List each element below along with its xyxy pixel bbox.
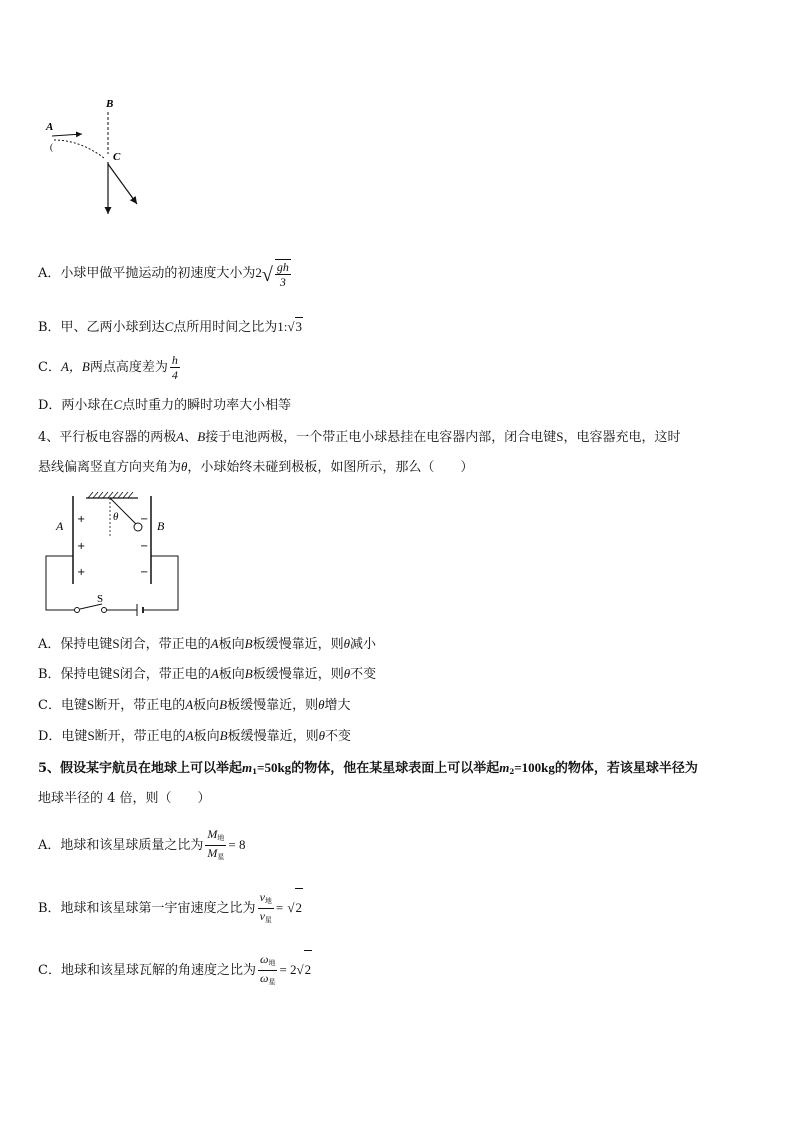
q5-option-a: A．地球和该星球质量之比为 $\frac{M_地}{M_星}$ = 8 (38, 826, 245, 865)
fig1-label-b: B (106, 98, 114, 110)
q4-stem-line2: 悬线偏离竖直方向夹角为θ，小球始终未碰到极板，如图所示，那么（ ） (38, 459, 474, 475)
fig2-label-a: A (56, 519, 64, 533)
svg-text:−: − (140, 541, 149, 552)
capacitor-figure (40, 486, 190, 618)
fig1-label-a: A (46, 121, 54, 133)
svg-text:+: + (77, 514, 86, 525)
q5-stem-line2: 地球半径的 4 倍，则（ ） (38, 791, 211, 806)
svg-text:+: + (77, 567, 86, 578)
svg-text:+: + (77, 541, 86, 552)
q3-option-a: A．小球甲做平抛运动的初速度大小为2√ $\frac{gh}{3}$ (38, 259, 289, 289)
q3-option-b: B．甲、乙两小球到达C点所用时间之比为1:√3 (38, 319, 303, 335)
q5-stem-line1: 5、假设某宇航员在地球上可以举起$m_1=50kg$的物体，他在某星球表面上可以举起$m_2=100kg$的物体，若该星球半径为 (38, 760, 698, 776)
q4-option-a: A．保持电键S闭合，带正电的A板向B板缓慢靠近，则θ减小 (38, 636, 376, 652)
svg-text:−: − (140, 567, 149, 578)
fig2-switch-label: S (97, 593, 104, 605)
q4-option-c: C．电键S断开，带正电的A板向B板缓慢靠近，则θ增大 (38, 697, 351, 713)
q3-option-d: D．两小球在C点时重力的瞬时功率大小相等 (38, 397, 292, 413)
q4-option-d: D．电键S断开，带正电的A板向B板缓慢靠近，则θ不变 (38, 728, 352, 744)
fig1-label-c: C (113, 151, 121, 163)
svg-text:(: ( (50, 142, 53, 152)
q3-option-c: C．A，B两点高度差为 $\frac{h}{4}$ (38, 353, 178, 382)
q4-option-b: B．保持电键S闭合，带正电的A板向B板缓慢靠近，则θ不变 (38, 666, 377, 682)
q5-option-b: B．地球和该星球第一宇宙速度之比为 $\frac{v_地}{v_星}$ = √2 (38, 888, 303, 928)
fig2-label-b: B (157, 519, 165, 533)
q5-option-c: C．地球和该星球瓦解的角速度之比为 $\frac{\omega_地}{\omega_星}$ = 2√2 (38, 950, 312, 990)
fig2-theta: θ (113, 511, 119, 523)
projectile-figure (40, 92, 150, 222)
svg-text:−: − (140, 514, 149, 525)
q4-stem-line1: 4、平行板电容器的两极A、B接于电池两极，一个带正电小球悬挂在电容器内部，闭合电键S，电容器充电，这时 (38, 429, 681, 445)
